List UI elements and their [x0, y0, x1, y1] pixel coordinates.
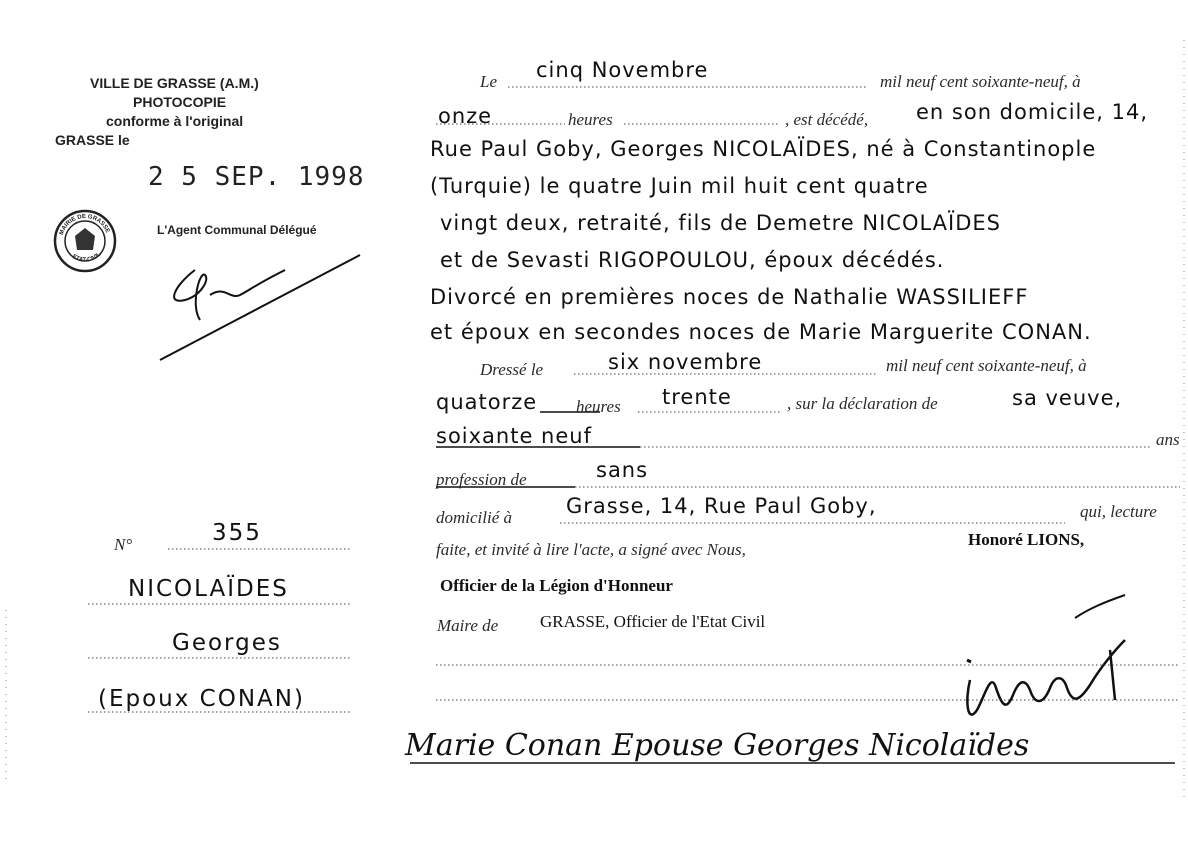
margin-note: (Epoux CONAN) [98, 686, 305, 712]
heures-label: heures [568, 110, 613, 129]
act-number: 355 [212, 520, 262, 546]
ans-label: ans [1156, 430, 1180, 449]
stamp-agent: L'Agent Communal Délégué [157, 223, 317, 237]
est-decede: , est décédé, [785, 110, 869, 129]
dresse-minutes: trente [662, 385, 732, 409]
mayor-name: Honoré LIONS, [968, 530, 1085, 549]
act-line-4: (Turquie) le quatre Juin mil huit cent quatre [430, 174, 929, 198]
dresse-label: Dressé le [480, 360, 544, 379]
declarant-signature: Marie Conan Epouse Georges Nicolaïdes [405, 728, 1030, 763]
death-year: mil neuf cent soixante-neuf, à [880, 72, 1081, 91]
declarant: sa veuve, [1012, 386, 1123, 410]
le-label: Le [480, 72, 497, 91]
stamp-grasse-le: GRASSE le [55, 132, 130, 148]
act-line-7: Divorcé en premières noces de Nathalie WASSILIEFF [430, 285, 1029, 309]
stamp-conforme: conforme à l'original [106, 113, 244, 129]
dresse-date: six novembre [608, 350, 763, 374]
stamp-photocopy: PHOTOCOPIE [133, 94, 227, 110]
act-line-6: et de Sevasti RIGOPOULOU, époux décédés. [440, 248, 945, 272]
stamp-city: VILLE DE GRASSE (A.M.) [90, 75, 259, 91]
mayor-office: GRASSE, Officier de l'Etat Civil [540, 612, 766, 631]
act-line-8: et époux en secondes noces de Marie Marguerite CONAN. [430, 320, 1092, 344]
mayor-title: Officier de la Légion d'Honneur [440, 576, 673, 595]
seal-top-text: MAIRIE DE GRASSE [58, 213, 111, 236]
maire-de-label: Maire de [437, 616, 499, 635]
number-label: N° [114, 535, 133, 554]
dresse-year: mil neuf cent soixante-neuf, à [886, 356, 1087, 375]
profession-value: sans [596, 458, 649, 482]
qui-lecture: qui, lecture [1080, 502, 1157, 521]
death-place: en son domicile, 14, [916, 100, 1149, 124]
mayor-signature-icon [955, 590, 1150, 730]
death-date: cinq Novembre [536, 58, 709, 82]
domicile-label: domicilié à [436, 508, 513, 527]
death-hour: onze [438, 104, 493, 128]
declarant-age: soixante neuf [436, 424, 592, 448]
heures-label-2: heures [576, 397, 621, 416]
stamp-date: 2 5 SEP. 1998 [148, 162, 365, 192]
margin-firstname: Georges [172, 630, 282, 656]
faite-line: faite, et invité à lire l'acte, a signé avec Nous, [436, 540, 746, 559]
margin-surname: NICOLAÏDES [128, 576, 289, 602]
profession-label: profession de [436, 470, 527, 489]
dresse-hour: quatorze [436, 390, 538, 414]
sur-declaration: , sur la déclaration de [787, 394, 938, 413]
act-line-5: vingt deux, retraité, fils de Demetre NICOLAÏDES [440, 211, 1001, 235]
domicile-value: Grasse, 14, Rue Paul Goby, [566, 494, 877, 518]
seal-bottom-text: ETAT-CIVIL [70, 251, 103, 264]
act-line-3: Rue Paul Goby, Georges NICOLAÏDES, né à Constantinople [430, 137, 1097, 161]
